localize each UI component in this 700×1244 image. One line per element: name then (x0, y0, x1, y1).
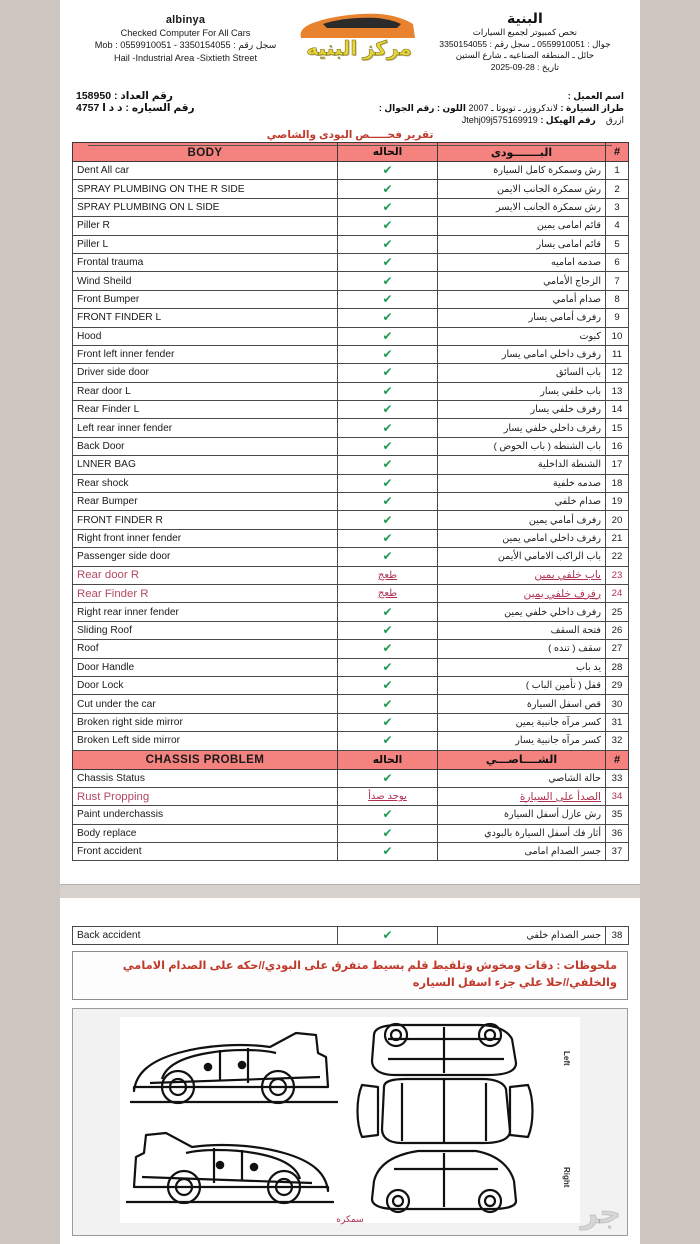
row-label-ar: كسر مرآه جانبية يسار (438, 732, 606, 750)
row-status-damage: طعج (338, 566, 438, 584)
row-number: 10 (606, 327, 629, 345)
row-label-ar: حالة الشاصي (438, 769, 606, 787)
check-icon: ✔ (382, 255, 393, 270)
check-icon: ✔ (382, 457, 393, 472)
row-label-ar: رش عازل أسفل السيارة (438, 806, 606, 824)
row-label-ar: أثار فك أسفل السيارة بالبودي (438, 824, 606, 842)
section-header-label-no: # (606, 750, 629, 769)
table-row (73, 548, 629, 566)
check-icon: ✔ (382, 273, 393, 288)
row-label-en: Driver side door (73, 364, 338, 382)
row-label-en: Piller L (73, 235, 338, 253)
row-number: 23 (606, 566, 629, 584)
section-header-label-no: # (606, 143, 629, 162)
row-number: 29 (606, 676, 629, 694)
row-label-en: Roof (73, 640, 338, 658)
row-number: 5 (606, 235, 629, 253)
row-label-ar: رش سمكرة الجانب الايسر (438, 198, 606, 216)
row-status-ok (338, 327, 438, 345)
row-label-ar: كبوت (438, 327, 606, 345)
table-row (73, 621, 629, 639)
row-status-ok (338, 769, 438, 787)
diagram-caption: سمكره (336, 1214, 364, 1225)
row-label-en: Front left inner fender (73, 345, 338, 363)
row-label-en: Rear door L (73, 382, 338, 400)
row-status-ok (338, 732, 438, 750)
row-status-ok (338, 309, 438, 327)
row-status-ok (338, 290, 438, 308)
vin-label: رقم الهيكل : (540, 115, 596, 125)
vin-row (261, 114, 624, 126)
row-label-ar: الشنطة الداخلية (438, 456, 606, 474)
row-number: 27 (606, 640, 629, 658)
table-row (73, 253, 629, 271)
row-label-en: Rear shock (73, 474, 338, 492)
notes-line-2: والخلفي//حلا علي جزء اسفل السياره (412, 977, 617, 990)
row-number: 22 (606, 548, 629, 566)
section-header-label-status: الحاله (338, 750, 438, 769)
row-label-ar: قص اسفل السيارة (438, 695, 606, 713)
table-row (73, 787, 629, 805)
row-label-ar: جسر الصدام امامى (438, 843, 606, 861)
check-icon: ✔ (382, 475, 393, 490)
row-status-ok (338, 382, 438, 400)
check-icon: ✔ (382, 825, 393, 840)
plate-row (76, 102, 261, 114)
row-status-ok (338, 824, 438, 842)
row-status-ok (338, 272, 438, 290)
table-row (73, 584, 629, 602)
check-icon: ✔ (382, 310, 393, 325)
row-label-en: Broken Left side mirror (73, 732, 338, 750)
row-status-ok (338, 419, 438, 437)
row-label-ar: الصدأ على السيارة (438, 787, 606, 805)
company-address-en: Hail -Industrial Area -Sixtieth Street (114, 52, 257, 63)
row-number: 17 (606, 456, 629, 474)
car-side-view-right-icon (126, 1133, 334, 1203)
table-row (73, 456, 629, 474)
vin-value: Jtehj09j575169919 (461, 115, 538, 125)
company-address-ar: حائل ـ المنطقه الصناعيه ـ شارع الستين (455, 50, 595, 61)
row-status-ok (338, 658, 438, 676)
odometer-row (76, 90, 261, 102)
check-icon: ✔ (382, 807, 393, 822)
check-icon: ✔ (382, 714, 393, 729)
table-row (73, 529, 629, 547)
company-name-ar: البنية (507, 10, 543, 26)
row-status-ok (338, 180, 438, 198)
row-number: 15 (606, 419, 629, 437)
report-date-value: 28-09-2025 (490, 61, 535, 72)
row-number: 33 (606, 769, 629, 787)
odometer-value: 158950 (76, 90, 112, 102)
row-label-ar: رفرف أمامي يمين (438, 511, 606, 529)
check-icon: ✔ (382, 844, 393, 859)
row-status-ok (338, 713, 438, 731)
row-label-en: Rear Bumper (73, 493, 338, 511)
row-status-ok (338, 437, 438, 455)
check-icon: ✔ (382, 696, 393, 711)
row-label-en: SPRAY PLUMBING ON THE R SIDE (73, 180, 338, 198)
row-status-ok (338, 364, 438, 382)
row-label-ar: قائم امامى يمين (438, 217, 606, 235)
company-tagline-en: Checked Computer For All Cars (120, 28, 251, 38)
row-number: 24 (606, 584, 629, 602)
row-label-ar: جسر الصدام خلفي (438, 927, 606, 945)
table-row (73, 603, 629, 621)
row-label-ar: سقف ( تنده ) (438, 640, 606, 658)
row-label-en: Rear Finder L (73, 401, 338, 419)
row-label-en: Hood (73, 327, 338, 345)
row-number: 4 (606, 217, 629, 235)
row-label-ar: يد باب (438, 658, 606, 676)
table-row (73, 732, 629, 750)
row-status-ok (338, 621, 438, 639)
table-row (73, 806, 629, 824)
row-status-ok (338, 198, 438, 216)
row-number: 18 (606, 474, 629, 492)
model-value: لاندكروزر ـ تويوتا ـ 2007 (468, 103, 558, 113)
row-label-ar: صدام خلفي (438, 493, 606, 511)
inspection-table-wrapper-page2 (60, 898, 640, 945)
row-label-en: Door Lock (73, 676, 338, 694)
row-status-ok (338, 927, 438, 945)
row-label-en: Rear Finder R (73, 584, 338, 602)
plate-label: رقم السياره : (125, 102, 195, 114)
inspection-table-page2 (72, 926, 629, 945)
table-row (73, 327, 629, 345)
row-number: 6 (606, 253, 629, 271)
row-number: 11 (606, 345, 629, 363)
color-value: ازرق (605, 115, 624, 125)
color-label: اللون : (436, 103, 466, 113)
header-english-block (82, 8, 289, 64)
row-label-en: Body replace (73, 824, 338, 842)
row-number: 26 (606, 621, 629, 639)
row-status-damage: طعج (338, 584, 438, 602)
car-top-view-icon (358, 1024, 533, 1212)
check-icon: ✔ (382, 770, 393, 785)
table-row (73, 676, 629, 694)
row-label-ar: باب الشنطه ( باب الحوض ) (438, 437, 606, 455)
report-page-2 (60, 898, 640, 1244)
table-row (73, 493, 629, 511)
row-label-en: Wind Sheild (73, 272, 338, 290)
row-number: 13 (606, 382, 629, 400)
table-row (73, 198, 629, 216)
row-label-en: Right front inner fender (73, 529, 338, 547)
car-side-view-left-icon (130, 1033, 338, 1103)
table-row (73, 309, 629, 327)
row-label-en: LNNER BAG (73, 456, 338, 474)
row-label-ar: رفرف خلفي يمين (438, 584, 606, 602)
table-section-header (73, 750, 629, 769)
row-label-en: Right rear inner fender (73, 603, 338, 621)
check-icon: ✔ (382, 199, 393, 214)
row-number: 9 (606, 309, 629, 327)
row-number: 1 (606, 162, 629, 180)
row-status-ok (338, 217, 438, 235)
table-row (73, 927, 629, 945)
row-number: 21 (606, 529, 629, 547)
row-label-en: Back accident (73, 927, 338, 945)
row-label-ar: رش سمكرة الجانب الايمن (438, 180, 606, 198)
row-label-ar: فتحة السقف (438, 621, 606, 639)
notes-box (72, 951, 628, 1000)
row-label-en: Front accident (73, 843, 338, 861)
row-label-ar: صدمه اماميه (438, 253, 606, 271)
check-icon: ✔ (382, 604, 393, 619)
table-row (73, 843, 629, 861)
row-number: 14 (606, 401, 629, 419)
row-label-en: Cut under the car (73, 695, 338, 713)
check-icon: ✔ (382, 678, 393, 693)
car-diagram-canvas (120, 1017, 580, 1223)
row-status-ok (338, 401, 438, 419)
check-icon: ✔ (382, 641, 393, 656)
row-number: 25 (606, 603, 629, 621)
header-arabic-block (424, 8, 626, 73)
row-status-ok (338, 843, 438, 861)
row-number: 31 (606, 713, 629, 731)
row-number: 35 (606, 806, 629, 824)
row-status-ok (338, 493, 438, 511)
row-status-ok (338, 640, 438, 658)
row-label-en: Rust Propping (73, 787, 338, 805)
check-icon: ✔ (382, 365, 393, 380)
row-status-ok (338, 474, 438, 492)
check-icon: ✔ (382, 733, 393, 748)
report-date (424, 62, 626, 74)
row-label-ar: صدام أمامي (438, 290, 606, 308)
row-label-ar: رفرف داخلي خلفي يمين (438, 603, 606, 621)
section-header-label-ar: البـــــــودى (438, 143, 606, 162)
table-row (73, 382, 629, 400)
row-label-en: Frontal trauma (73, 253, 338, 271)
row-number: 32 (606, 732, 629, 750)
section-header-label-en: BODY (73, 143, 338, 162)
row-status-ok (338, 511, 438, 529)
row-status-ok (338, 603, 438, 621)
row-label-en: Broken right side mirror (73, 713, 338, 731)
row-label-ar: باب خلفي يمين (438, 566, 606, 584)
section-header-label-status: الحاله (338, 143, 438, 162)
row-status-ok (338, 162, 438, 180)
row-number: 36 (606, 824, 629, 842)
row-status-ok (338, 548, 438, 566)
row-number: 16 (606, 437, 629, 455)
table-row (73, 713, 629, 731)
check-icon: ✔ (382, 163, 393, 178)
row-label-ar: باب خلفي يسار (438, 382, 606, 400)
table-row (73, 640, 629, 658)
table-row (73, 401, 629, 419)
row-label-ar: الزجاج الأمامي (438, 272, 606, 290)
car-damage-diagram (72, 1008, 628, 1236)
row-number: 3 (606, 198, 629, 216)
table-row (73, 695, 629, 713)
table-row (73, 272, 629, 290)
report-title: تقرير فحـــــص البودى والشاصي (266, 129, 434, 141)
row-label-ar: رفرف داخلي امامي يمين (438, 529, 606, 547)
check-icon: ✔ (382, 512, 393, 527)
logo-wordmark: مركز البنيه (306, 38, 412, 60)
check-icon: ✔ (382, 420, 393, 435)
table-row (73, 180, 629, 198)
company-tagline-ar: نحص كمبيوتر لجميع السيارات (472, 27, 578, 37)
check-icon: ✔ (382, 218, 393, 233)
row-label-en: SPRAY PLUMBING ON L SIDE (73, 198, 338, 216)
watermark: جر (580, 1197, 621, 1231)
table-row (73, 824, 629, 842)
row-number: 37 (606, 843, 629, 861)
report-page-1 (60, 0, 640, 884)
row-number: 20 (606, 511, 629, 529)
table-row (73, 769, 629, 787)
mobile-label: رقم الجوال : (378, 103, 435, 113)
row-label-ar: رفرف داخلي خلفي يسار (438, 419, 606, 437)
plate-value: د د ا 4757 (76, 102, 123, 114)
check-icon: ✔ (382, 291, 393, 306)
odometer-label: رقم العداد : (113, 90, 173, 102)
row-label-en: Sliding Roof (73, 621, 338, 639)
row-label-en: Door Handle (73, 658, 338, 676)
table-row (73, 235, 629, 253)
row-number: 30 (606, 695, 629, 713)
company-logo (289, 10, 424, 74)
row-label-en: Passenger side door (73, 548, 338, 566)
check-icon: ✔ (382, 494, 393, 509)
company-name-en: albinya (165, 14, 206, 26)
check-icon: ✔ (382, 928, 393, 943)
row-status-damage: يوجد صدأ (338, 787, 438, 805)
row-status-ok (338, 253, 438, 271)
row-label-ar: رفرف داخلي امامي يسار (438, 345, 606, 363)
inspection-table (72, 142, 629, 861)
table-row (73, 474, 629, 492)
table-row (73, 419, 629, 437)
row-status-ok (338, 676, 438, 694)
row-label-en: Back Door (73, 437, 338, 455)
row-label-ar: باب الراكب الامامي الأيمن (438, 548, 606, 566)
row-label-en: Left rear inner fender (73, 419, 338, 437)
row-label-ar: كسر مرآه جانبية يمين (438, 713, 606, 731)
row-label-ar: قفل ( تأمين الباب ) (438, 676, 606, 694)
vehicle-info-block (60, 78, 640, 141)
report-date-label: تاريخ : (537, 61, 560, 72)
row-status-ok (338, 529, 438, 547)
check-icon: ✔ (382, 236, 393, 251)
row-number: 28 (606, 658, 629, 676)
model-row (261, 102, 624, 114)
row-number: 12 (606, 364, 629, 382)
table-row (73, 437, 629, 455)
inspection-table-wrapper (60, 136, 640, 861)
row-number: 7 (606, 272, 629, 290)
check-icon: ✔ (382, 549, 393, 564)
table-row (73, 511, 629, 529)
diagram-label-right: Right (562, 1167, 571, 1188)
row-label-ar: قائم امامى يسار (438, 235, 606, 253)
car-outline-drawing (120, 1017, 580, 1217)
check-icon: ✔ (382, 328, 393, 343)
check-icon: ✔ (382, 659, 393, 674)
row-number: 8 (606, 290, 629, 308)
row-label-en: FRONT FINDER L (73, 309, 338, 327)
row-number: 38 (606, 927, 629, 945)
table-row (73, 290, 629, 308)
row-number: 19 (606, 493, 629, 511)
company-contact-en: Mob : 0559910051 - 3350154055 : سجل رقم (94, 40, 277, 51)
client-name-row (261, 90, 624, 102)
row-label-ar: رش وسمكرة كامل السيارة (438, 162, 606, 180)
table-row (73, 345, 629, 363)
row-number: 2 (606, 180, 629, 198)
notes-line-1: ملحوظات : دقات ومخوش وتلقيط قلم بسيط متفرق على البودي//حكه على الصدام الامامي (122, 960, 617, 973)
row-label-ar: رفرف أمامي يسار (438, 309, 606, 327)
row-label-ar: باب السائق (438, 364, 606, 382)
check-icon: ✔ (382, 347, 393, 362)
check-icon: ✔ (382, 439, 393, 454)
check-icon: ✔ (382, 622, 393, 637)
row-label-en: Paint underchassis (73, 806, 338, 824)
diagram-label-left: Left (562, 1051, 571, 1067)
row-status-ok (338, 695, 438, 713)
row-label-ar: رفرف خلفي يسار (438, 401, 606, 419)
check-icon: ✔ (382, 383, 393, 398)
row-status-ok (338, 456, 438, 474)
row-label-en: Rear door R (73, 566, 338, 584)
row-status-ok (338, 235, 438, 253)
row-label-en: Front Bumper (73, 290, 338, 308)
section-header-label-ar: الشــــاصـــي (438, 750, 606, 769)
row-status-ok (338, 806, 438, 824)
row-label-en: FRONT FINDER R (73, 511, 338, 529)
row-label-en: Chassis Status (73, 769, 338, 787)
header-divider (88, 145, 612, 146)
row-status-ok (338, 345, 438, 363)
table-row (73, 658, 629, 676)
table-row (73, 217, 629, 235)
check-icon: ✔ (382, 402, 393, 417)
table-row (73, 566, 629, 584)
company-contact-ar: جوال : 0559910051 ـ سجل رقم : 3350154055 (439, 38, 611, 49)
check-icon: ✔ (382, 181, 393, 196)
row-label-en: Piller R (73, 217, 338, 235)
row-label-ar: صدمه خلفية (438, 474, 606, 492)
model-label: طراز السيارة : (560, 103, 624, 113)
table-row (73, 162, 629, 180)
row-number: 34 (606, 787, 629, 805)
table-row (73, 364, 629, 382)
client-name-label: اسم العميل : (567, 91, 624, 101)
document-header (60, 0, 640, 78)
row-label-en: Dent All car (73, 162, 338, 180)
check-icon: ✔ (382, 531, 393, 545)
section-header-label-en: CHASSIS PROBLEM (73, 750, 338, 769)
